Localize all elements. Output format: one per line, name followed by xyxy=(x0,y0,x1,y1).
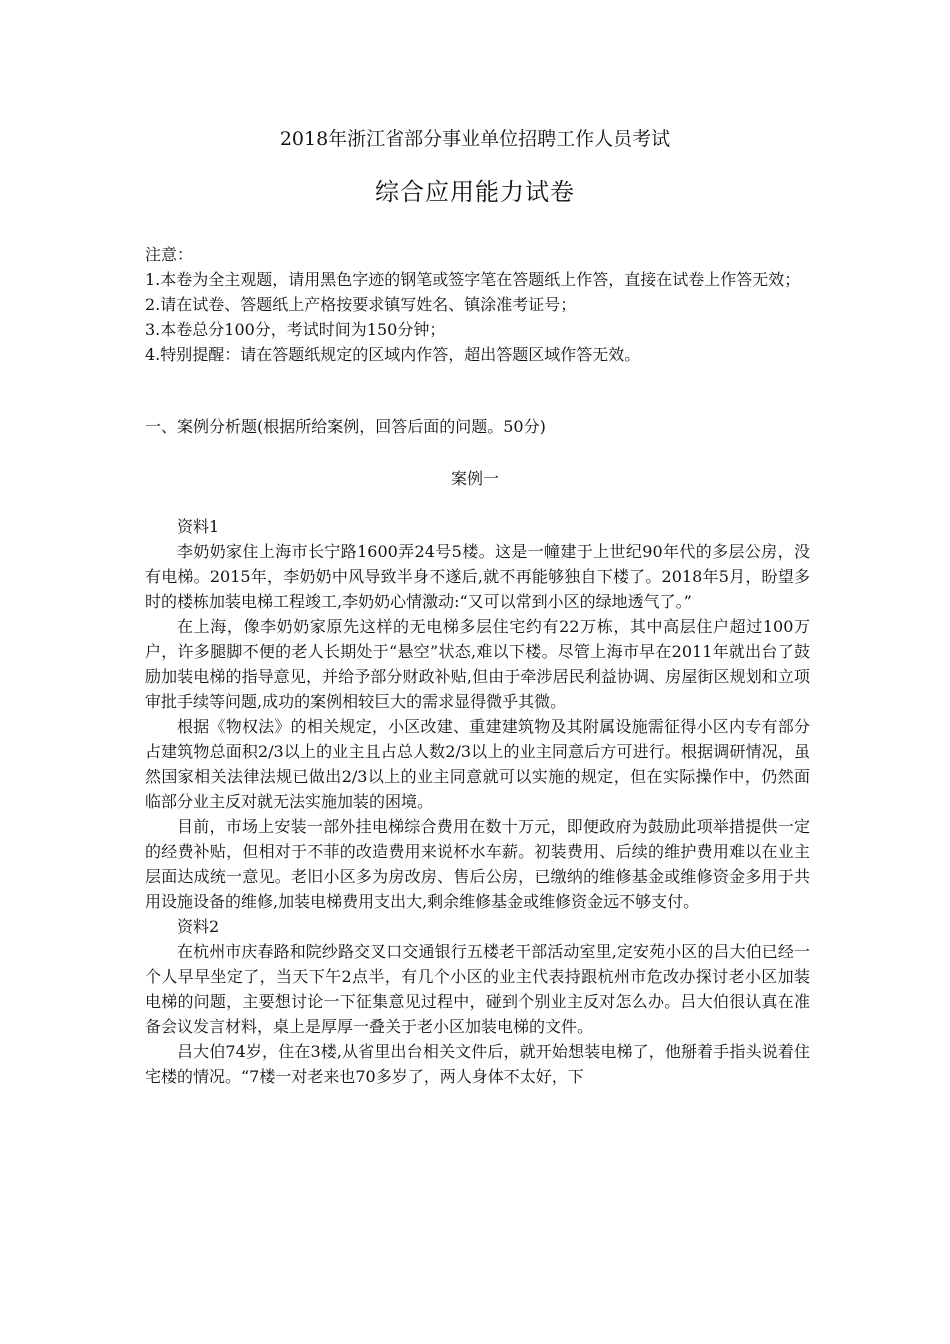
material-paragraph: 根据《物权法》的相关规定，小区改建、重建建筑物及其附属设施需征得小区内专有部分占建筑物总面积2/3以上的业主且占总人数2/3以上的业主同意后方可进行。根据调研情况，虽然国家相关法律法规已做出2/3以上的业主同意就可以实施的规定，但在实际操作中，仍然面临部分业主反对就无法实施加装的困境。 xyxy=(145,717,810,811)
note-item: 1.本卷为全主观题，请用黑色字迹的钢笔或签字笔在答题纸上作答，直接在试卷上作答无效； xyxy=(145,270,801,289)
notes-heading: 注意： xyxy=(145,245,194,264)
material-paragraph: 吕大伯74岁，住在3楼,从省里出台相关文件后，就开始想装电梯了，他掰着手指头说着住宅楼的情况。“7楼一对老来也70多岁了，两人身体不太好，下 xyxy=(145,1042,810,1086)
section-heading: 一、案例分析题(根据所给案例，回答后面的问题。50分) xyxy=(145,417,546,436)
note-item: 3.本卷总分100分，考试时间为150分钟； xyxy=(145,320,446,339)
material-paragraph: 在上海，像李奶奶家原先这样的无电梯多层住宅约有22万栋，其中高层住户超过100万户，许多腿脚不便的老人长期处于“悬空”状态,难以下楼。尽管上海市早在2011年就出台了鼓励加装电梯的指导意见，并给予部分财政补贴,但由于牵涉居民利益协调、房屋街区规划和立项审批手续等问题,成功的案例相较巨大的需求显得微乎其微。 xyxy=(145,617,810,711)
exam-title: 2018年浙江省部分事业单位招聘工作人员考试 xyxy=(279,128,671,150)
material-label: 资料1 xyxy=(177,517,220,536)
exam-subtitle: 综合应用能力试卷 xyxy=(375,178,575,206)
case-body xyxy=(145,514,810,1089)
material-label: 资料2 xyxy=(177,917,220,936)
note-item: 4.特别提醒：请在答题纸规定的区域内作答，超出答题区域作答无效。 xyxy=(145,345,641,364)
notes-block xyxy=(145,242,810,367)
material-paragraph: 在杭州市庆春路和院纱路交叉口交通银行五楼老干部活动室里,定安苑小区的吕大伯已经一个人早早坐定了，当天下午2点半，有几个小区的业主代表持跟杭州市危改办探讨老小区加装电梯的问题，主要想讨论一下征集意见过程中，碰到个别业主反对怎么办。吕大伯很认真在准备会议发言材料，桌上是厚厚一叠关于老小区加装电梯的文件。 xyxy=(145,942,810,1036)
material-paragraph: 李奶奶家住上海市长宁路1600弄24号5楼。这是一幢建于上世纪90年代的多层公房，没有电梯。2015年，李奶奶中风导致半身不遂后,就不再能够独自下楼了。2018年5月，盼望多时的楼栋加装电梯工程竣工,李奶奶心情激动:“又可以常到小区的绿地透气了。” xyxy=(145,542,810,611)
case-title: 案例一 xyxy=(450,469,499,488)
material-paragraph: 目前，市场上安装一部外挂电梯综合费用在数十万元，即便政府为鼓励此项举措提供一定的经费补贴，但相对于不菲的改造费用来说杯水车薪。初装费用、后续的维护费用难以在业主层面达成统一意见。老旧小区多为房改房、售后公房，已缴纳的维修基金或维修资金多用于共用设施设备的维修,加装电梯费用支出大,剩余维修基金或维修资金远不够支付。 xyxy=(145,817,810,911)
note-item: 2.请在试卷、答题纸上产格按要求镇写姓名、镇涂准考证号； xyxy=(145,295,577,314)
